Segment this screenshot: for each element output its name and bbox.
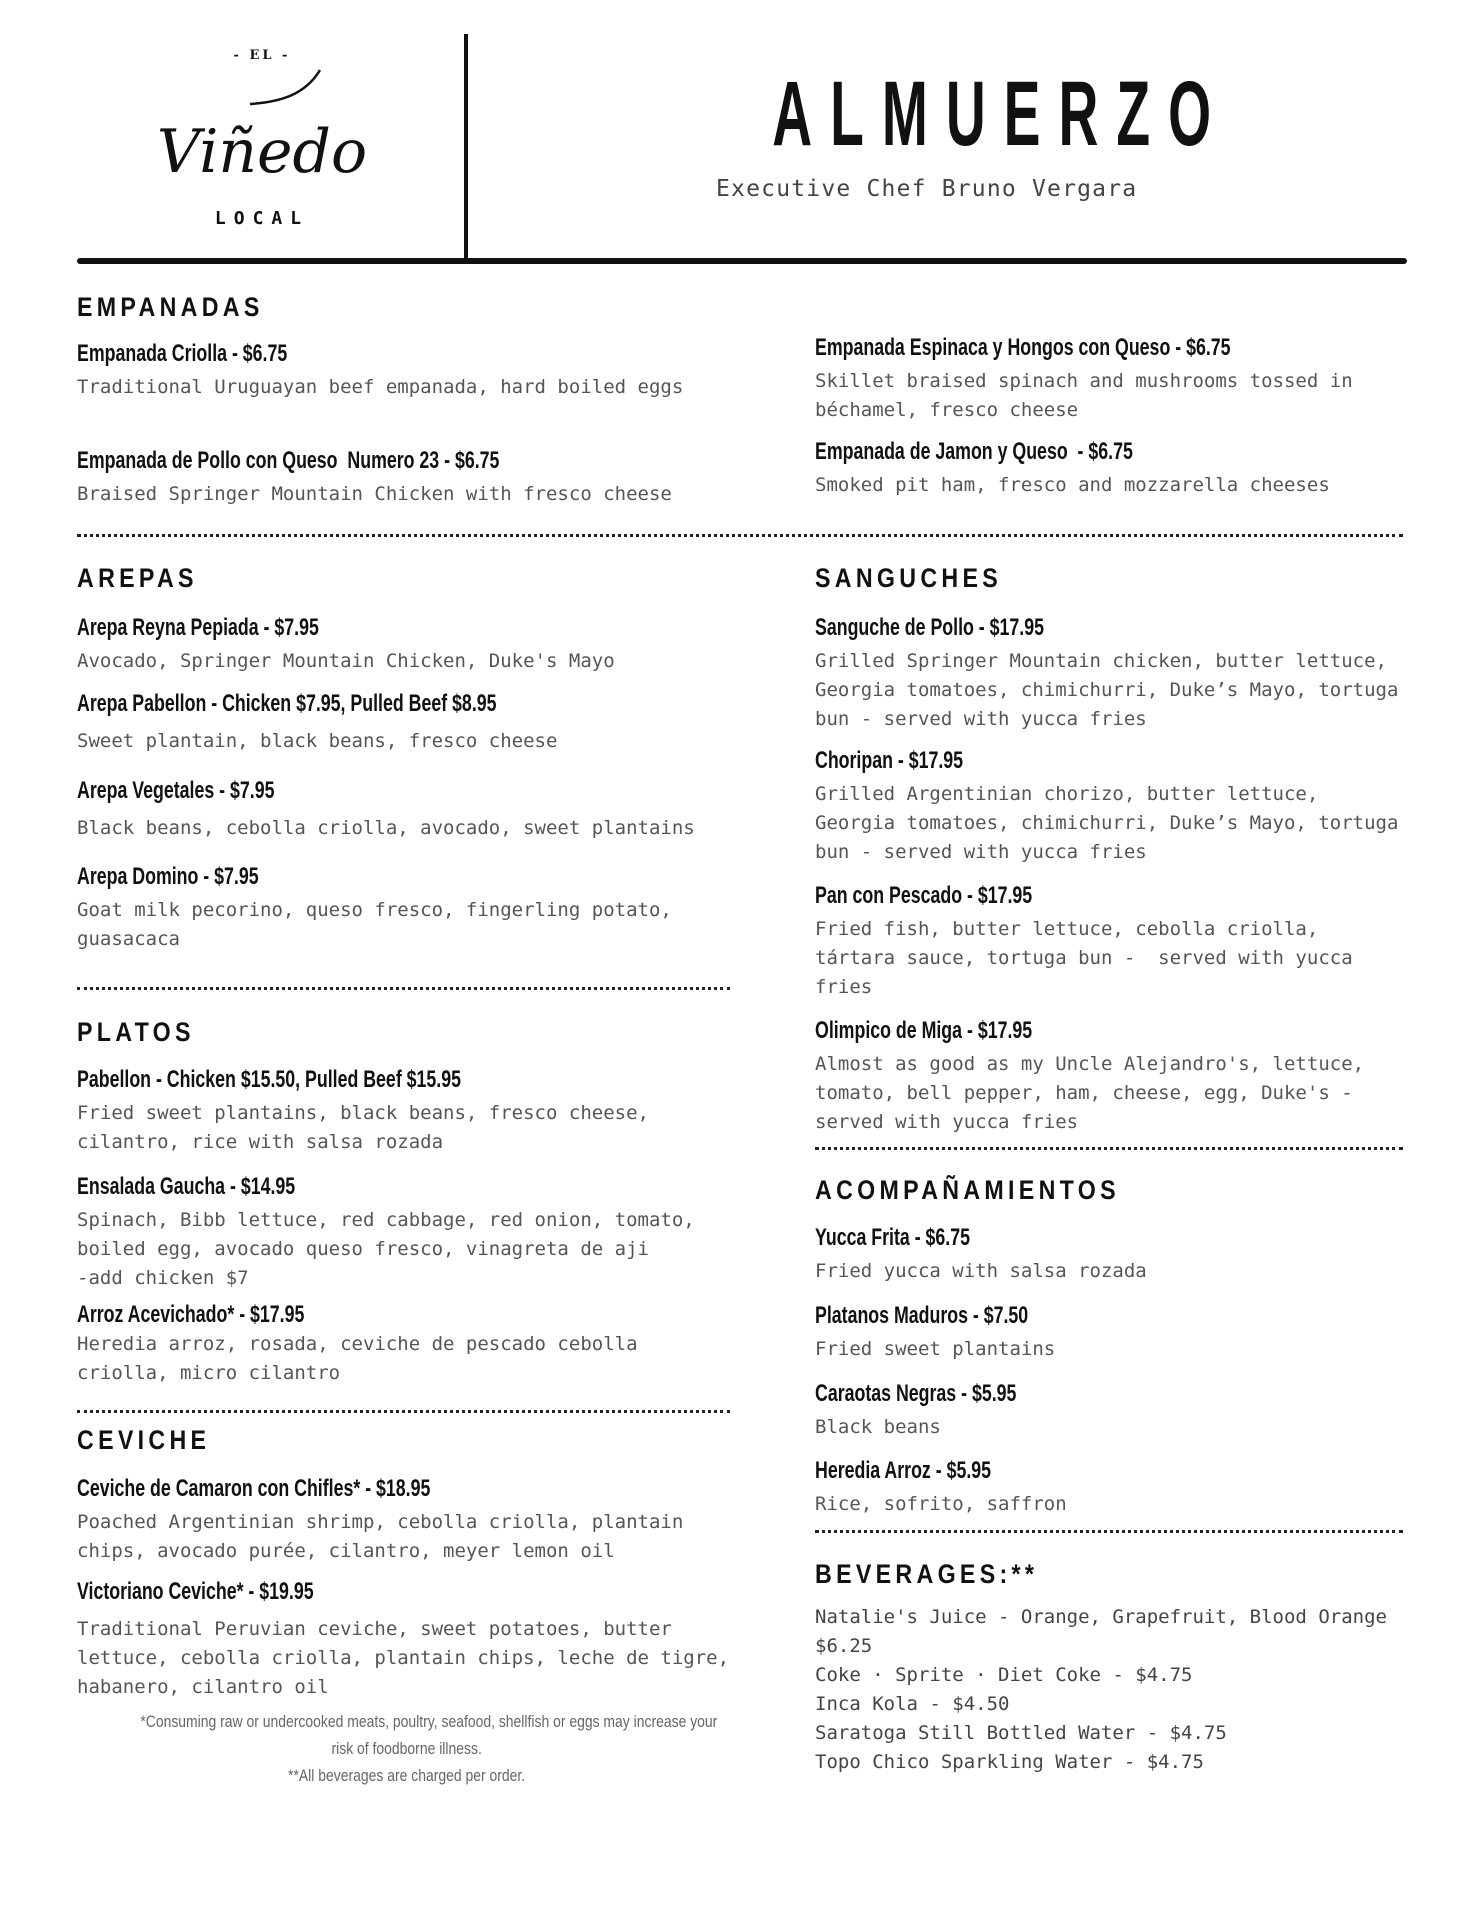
item-title: Arepa Vegetales - $7.95 [77,777,275,804]
item-desc: Heredia arroz, rosada, ceviche de pescado cebolla criolla, micro cilantro [77,1333,638,1384]
beverage-line: $6.25 [815,1635,873,1657]
section-heading-platos: PLATOS [77,1017,195,1047]
item-desc: Sweet plantain, black beans, fresco cheese [77,730,558,752]
menu-item [815,333,1435,425]
menu-item [815,613,1435,734]
menu-item [77,689,777,756]
section-heading-acompanamientos: ACOMPAÑAMIENTOS [815,1175,1120,1205]
page-title: ALMUERZO [772,63,1230,165]
menu-item [815,1223,1435,1286]
item-title: Pabellon - Chicken $15.50, Pulled Beef $15.95 [77,1066,461,1093]
section-heading-arepas: AREPAS [77,563,198,593]
item-title: Heredia Arroz - $5.95 [815,1457,992,1484]
item-desc: Almost as good as my Uncle Alejandro's, lettuce, tomato, bell pepper, ham, cheese, egg, Duke's - served with yucca fries [815,1053,1365,1133]
dotted-divider [77,534,1403,537]
item-desc: Goat milk pecorino, queso fresco, fingerling potato, guasacaca [77,899,672,950]
item-title: Empanada Criolla - $6.75 [77,340,288,367]
item-desc: Grilled Springer Mountain chicken, butter lettuce, Georgia tomatoes, chimichurri, Duke’s Mayo, tortuga bun - served with yucca fries [815,650,1399,730]
menu-item [77,613,777,676]
dotted-divider [77,987,730,990]
item-title: Arepa Reyna Pepiada - $7.95 [77,614,319,641]
item-title: Ceviche de Camaron con Chifles* - $18.95 [77,1475,431,1502]
section-heading-ceviche: CEVICHE [77,1425,211,1455]
section-heading-sanguches: SANGUCHES [815,563,1003,593]
beverage-line: Saratoga Still Bottled Water - $4.75 [815,1722,1227,1744]
menu-item [77,1300,777,1388]
logo-el: - EL - [233,48,291,63]
menu-item [77,1577,777,1702]
item-desc: Poached Argentinian shrimp, cebolla criolla, plantain chips, avocado purée, cilantro, meyer lemon oil [77,1511,684,1562]
item-desc: Black beans [815,1416,941,1438]
item-title: Ensalada Gaucha - $14.95 [77,1173,296,1200]
item-title: Empanada Espinaca y Hongos con Queso - $6.75 [815,334,1231,361]
chef-name: Executive Chef Bruno Vergara [716,176,1138,202]
item-desc: Fried yucca with salsa rozada [815,1260,1147,1282]
beverage-line: Inca Kola - $4.50 [815,1693,1010,1715]
item-title: Pan con Pescado - $17.95 [815,882,1033,909]
item-title: Arepa Domino - $7.95 [77,863,259,890]
menu-item [815,881,1435,1002]
menu-item [815,746,1435,867]
item-desc: Fried sweet plantains [815,1338,1056,1360]
beverage-list [815,1603,1387,1777]
beverage-disclaimer: **All beverages are charged per order. [288,1766,526,1785]
item-title: Arroz Acevichado* - $17.95 [77,1301,305,1328]
header-divider-horizontal [77,258,1407,264]
menu-item [77,776,777,843]
section-heading-empanadas: EMPANADAS [77,292,264,322]
beverage-line: Coke · Sprite · Diet Coke - $4.75 [815,1664,1193,1686]
item-title: Platanos Maduros - $7.50 [815,1302,1029,1329]
item-desc: Fried fish, butter lettuce, cebolla criolla, tártara sauce, tortuga bun - served with yucca fries [815,918,1353,998]
menu-item [77,1065,777,1157]
item-desc: Avocado, Springer Mountain Chicken, Duke's Mayo [77,650,615,672]
menu-item [815,437,1435,500]
item-desc: Grilled Argentinian chorizo, butter lettuce, Georgia tomatoes, chimichurri, Duke’s Mayo, tortuga bun - served with yucca fries [815,783,1399,863]
dotted-divider [77,1410,730,1413]
item-desc: Rice, sofrito, saffron [815,1493,1067,1515]
menu-item [77,339,777,402]
dotted-divider [815,1147,1403,1150]
logo-local: LOCAL [214,208,310,229]
menu-item [815,1016,1435,1137]
menu-item [815,1379,1435,1442]
item-title: Victoriano Ceviche* - $19.95 [77,1578,314,1605]
dotted-divider [815,1530,1403,1533]
item-title: Empanada de Jamon y Queso - $6.75 [815,438,1133,465]
restaurant-logo [130,40,400,240]
item-title: Caraotas Negras - $5.95 [815,1380,1017,1407]
item-desc: Braised Springer Mountain Chicken with fresco cheese [77,483,672,505]
logo-script: Viñedo [156,117,368,187]
menu-item [77,446,777,509]
beverage-line: Natalie's Juice - Orange, Grapefruit, Blood Orange [815,1606,1387,1628]
menu-item [77,1474,777,1566]
item-title: Empanada de Pollo con Queso Numero 23 - $6.75 [77,447,500,474]
item-desc: Smoked pit ham, fresco and mozzarella cheeses [815,474,1330,496]
section-heading-beverages: BEVERAGES:** [815,1559,1039,1589]
item-desc: Fried sweet plantains, black beans, fresco cheese, cilantro, rice with salsa rozada [77,1102,649,1153]
menu-item [815,1456,1435,1519]
menu-item [77,1172,777,1293]
item-desc: Skillet braised spinach and mushrooms tossed in béchamel, fresco cheese [815,370,1353,421]
menu-item [77,862,777,954]
menu-item [815,1301,1435,1364]
item-title: Sanguche de Pollo - $17.95 [815,614,1044,641]
raw-food-disclaimer: *Consuming raw or undercooked meats, poultry, seafood, shellfish or eggs may increase your risk of foodborne illness. **All beverages are charged per order. [77,1708,737,1789]
item-desc: Spinach, Bibb lettuce, red cabbage, red onion, tomato, boiled egg, avocado queso fresco, vinagreta de aji -add chicken $7 [77,1209,695,1289]
item-title: Choripan - $17.95 [815,747,964,774]
header-divider-vertical [464,34,468,264]
item-title: Arepa Pabellon - Chicken $7.95, Pulled Beef $8.95 [77,690,497,717]
logo-flourish [250,70,320,104]
item-desc: Traditional Peruvian ceviche, sweet potatoes, butter lettuce, cebolla criolla, plantain chips, leche de tigre, habanero, cilantro oil [77,1618,730,1698]
item-desc: Black beans, cebolla criolla, avocado, sweet plantains [77,817,695,839]
item-title: Olimpico de Miga - $17.95 [815,1017,1033,1044]
beverage-line: Topo Chico Sparkling Water - $4.75 [815,1751,1204,1773]
item-desc: Traditional Uruguayan beef empanada, hard boiled eggs [77,376,684,398]
item-title: Yucca Frita - $6.75 [815,1224,970,1251]
